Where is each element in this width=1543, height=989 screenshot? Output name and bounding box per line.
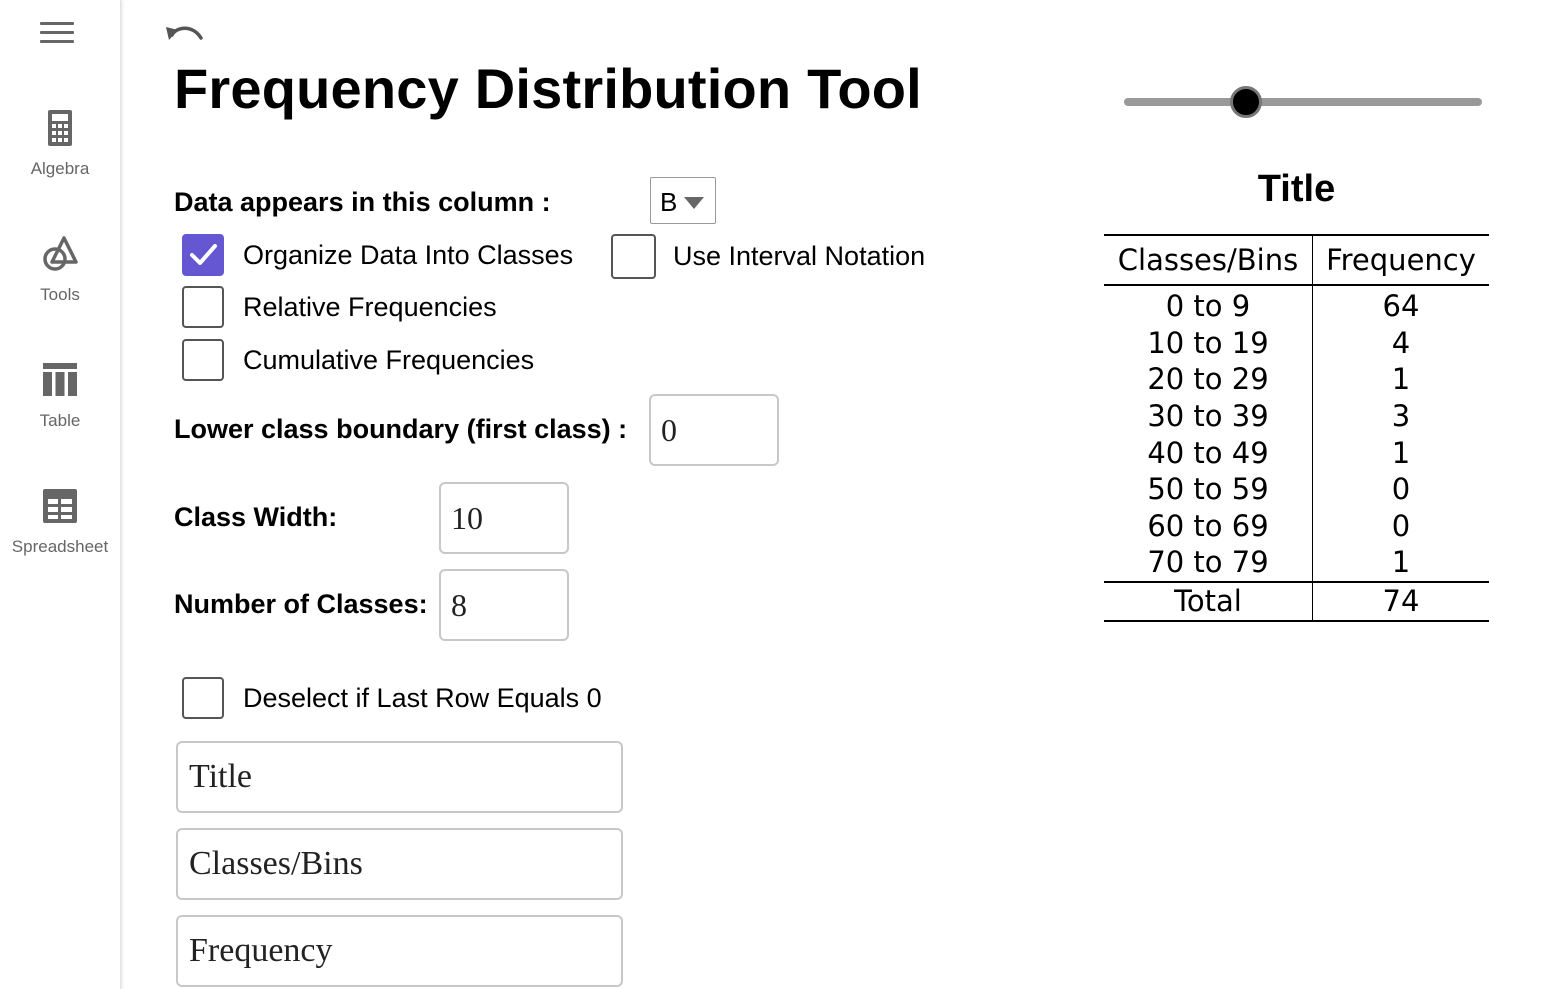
slider-thumb[interactable] bbox=[1230, 86, 1262, 118]
table-row bbox=[1104, 544, 1489, 582]
total-label: Total bbox=[1104, 582, 1313, 621]
table-row bbox=[1104, 361, 1489, 398]
num-classes-label: Number of Classes: bbox=[174, 589, 428, 619]
undo-icon[interactable] bbox=[163, 20, 205, 50]
title-input[interactable]: Title bbox=[176, 741, 623, 813]
class-cell: 30 to 39 bbox=[1104, 398, 1313, 435]
class-cell: 20 to 29 bbox=[1104, 361, 1313, 398]
data-column-dropdown[interactable] bbox=[650, 177, 716, 224]
deselect-last-row-checkbox[interactable] bbox=[182, 677, 602, 719]
frequency-cell: 1 bbox=[1391, 435, 1411, 470]
interval-notation-checkbox[interactable] bbox=[611, 234, 925, 279]
data-column-label: Data appears in this column : bbox=[174, 187, 551, 217]
frequency-cell: 64 bbox=[1382, 289, 1420, 324]
frequency-cell: 0 bbox=[1391, 472, 1411, 507]
checkbox-box[interactable] bbox=[611, 234, 656, 279]
menu-icon[interactable] bbox=[40, 22, 74, 48]
checkbox-box[interactable] bbox=[182, 234, 224, 276]
table-row bbox=[1104, 398, 1489, 435]
column-header-frequency: Frequency bbox=[1313, 235, 1490, 285]
slider[interactable] bbox=[1124, 82, 1482, 122]
class-width-input[interactable]: 10 bbox=[439, 482, 569, 554]
frequency-table bbox=[1104, 234, 1489, 622]
class-cell: 70 to 79 bbox=[1104, 544, 1313, 582]
sidebar-item-table[interactable] bbox=[0, 360, 120, 431]
class-cell: 10 to 19 bbox=[1104, 325, 1313, 362]
sidebar-item-algebra[interactable] bbox=[0, 108, 120, 179]
cumulative-frequencies-checkbox[interactable] bbox=[182, 339, 534, 381]
total-row bbox=[1104, 582, 1489, 621]
frequency-cell: 0 bbox=[1391, 508, 1411, 543]
sidebar-item-label: Table bbox=[39, 411, 81, 430]
sidebar-item-tools[interactable] bbox=[0, 234, 120, 305]
table-row bbox=[1104, 285, 1489, 325]
deselect-last-row-label: Deselect if Last Row Equals 0 bbox=[243, 682, 602, 713]
spreadsheet-icon bbox=[40, 486, 80, 526]
class-width-label: Class Width: bbox=[174, 502, 338, 532]
table-title: Title bbox=[1257, 168, 1336, 210]
calculator-icon bbox=[40, 108, 80, 148]
class-cell: 50 to 59 bbox=[1104, 471, 1313, 508]
frequency-cell: 1 bbox=[1391, 545, 1411, 580]
checkbox-box[interactable] bbox=[182, 286, 224, 328]
frequency-label-input[interactable]: Frequency bbox=[176, 915, 623, 987]
chevron-down-icon bbox=[684, 197, 704, 209]
sidebar-item-spreadsheet[interactable] bbox=[0, 486, 120, 557]
class-cell: 0 to 9 bbox=[1104, 285, 1313, 325]
table-row bbox=[1104, 434, 1489, 471]
checkmark-icon bbox=[188, 240, 218, 270]
lower-boundary-input[interactable]: 0 bbox=[649, 394, 779, 466]
table-row bbox=[1104, 325, 1489, 362]
data-column-value: B bbox=[660, 187, 678, 217]
page-title: Frequency Distribution Tool bbox=[174, 57, 922, 120]
classes-label-input[interactable]: Classes/Bins bbox=[176, 828, 623, 900]
shapes-icon bbox=[40, 234, 80, 274]
lower-boundary-label: Lower class boundary (first class) : bbox=[174, 414, 628, 444]
class-cell: 60 to 69 bbox=[1104, 508, 1313, 545]
table-row bbox=[1104, 471, 1489, 508]
sidebar bbox=[0, 0, 121, 989]
frequency-cell: 1 bbox=[1391, 362, 1411, 397]
organize-classes-label: Organize Data Into Classes bbox=[243, 239, 574, 270]
frequency-cell: 3 bbox=[1391, 399, 1411, 434]
table-icon bbox=[40, 360, 80, 400]
relative-frequencies-label: Relative Frequencies bbox=[243, 291, 497, 322]
slider-track[interactable] bbox=[1124, 98, 1482, 106]
column-header-classes: Classes/Bins bbox=[1104, 235, 1313, 285]
checkbox-box[interactable] bbox=[182, 677, 224, 719]
cumulative-frequencies-label: Cumulative Frequencies bbox=[243, 344, 535, 375]
relative-frequencies-checkbox[interactable] bbox=[182, 286, 497, 328]
table-row bbox=[1104, 508, 1489, 545]
checkbox-box[interactable] bbox=[182, 339, 224, 381]
sidebar-item-label: Spreadsheet bbox=[11, 537, 109, 556]
sidebar-item-label: Tools bbox=[40, 285, 80, 304]
sidebar-item-label: Algebra bbox=[30, 159, 90, 178]
total-value: 74 bbox=[1313, 582, 1490, 621]
frequency-cell: 4 bbox=[1391, 325, 1411, 360]
interval-notation-label: Use Interval Notation bbox=[673, 241, 926, 271]
organize-classes-checkbox[interactable] bbox=[182, 234, 573, 276]
num-classes-input[interactable]: 8 bbox=[439, 569, 569, 641]
class-cell: 40 to 49 bbox=[1104, 434, 1313, 471]
